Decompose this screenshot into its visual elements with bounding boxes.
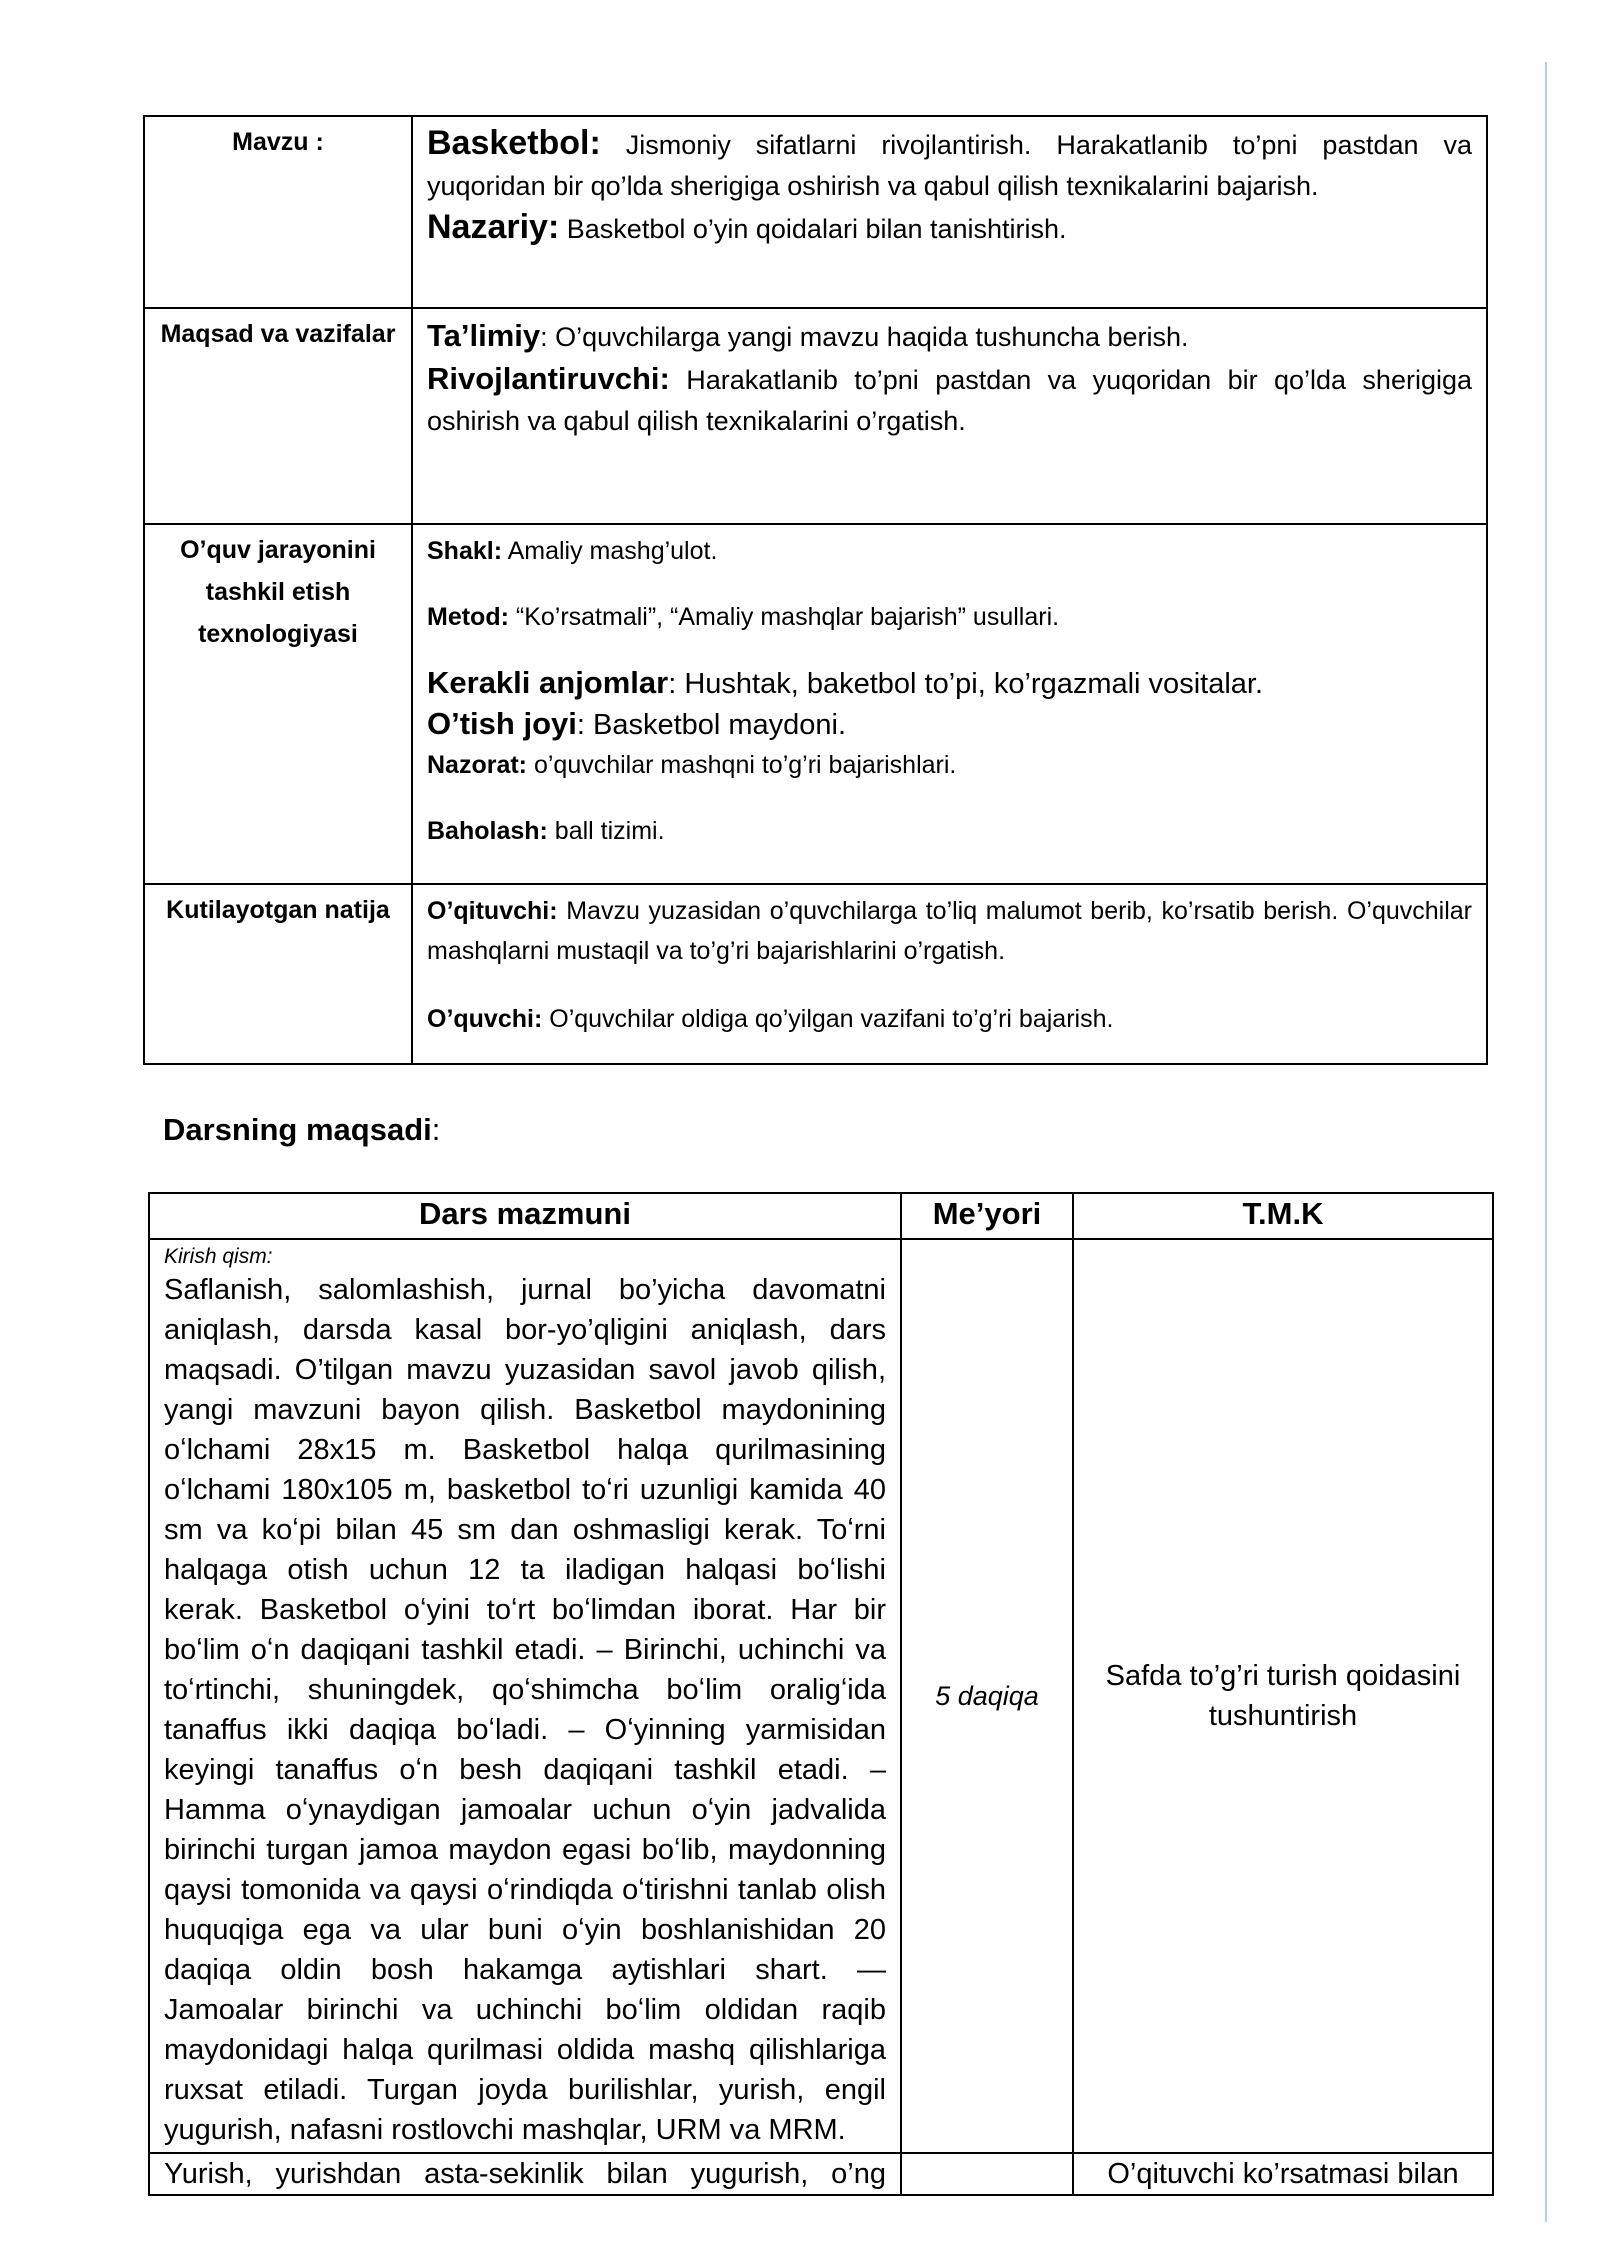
walk-content: Yurish, yurishdan asta-sekinlik bilan yugurish, o’ng: [149, 2153, 901, 2195]
topic-head: Basketbol:: [427, 124, 601, 162]
method-text: “Ko’rsatmali”, “Amaliy mashqlar bajarish” usullari.: [508, 603, 1060, 631]
control-head: Nazorat:: [427, 751, 528, 779]
intro-content-cell: [149, 1239, 901, 2153]
equipment-head: Kerakli anjomlar: [427, 665, 669, 700]
table-row: [144, 116, 1487, 308]
row-label-goals: Maqsad va vazifalar: [144, 308, 412, 524]
venue-head: O’tish joyi: [427, 706, 577, 741]
student-text: O’quvchilar oldiga qo’yilgan vazifani to’g’ri bajarish.: [542, 1005, 1114, 1033]
teacher-line: [427, 891, 1472, 971]
topic-text: Jismoniy sifatlarni rivojlantirish. Harakatlanib to’pni pastdan va yuqoridan bir qo’lda sherigiga oshirish va qabul qilish texnikalarini bajarish.: [427, 130, 1472, 201]
table-row: [144, 308, 1487, 524]
header-content: Dars mazmuni: [149, 1193, 901, 1239]
row-label-technology: O’quv jarayonini tashkil etish texnologiyasi: [144, 524, 412, 884]
student-head: O’quvchi:: [427, 1005, 543, 1033]
theory-line: [427, 207, 1472, 250]
technology-cell: [412, 524, 1487, 884]
walk-tmk: O’qituvchi ko’rsatmasi bilan: [1073, 2153, 1493, 2195]
heading-text: Darsning maqsadi: [163, 1112, 432, 1147]
control-line: [427, 745, 1472, 785]
header-tmk: T.M.K: [1073, 1193, 1493, 1239]
equipment-line: [427, 663, 1472, 704]
developmental-text: Harakatlanib to’pni pastdan va yuqoridan bir qo’lda sherigiga oshirish va qabul qilish texnikalarini o’rgatish.: [427, 365, 1472, 436]
intro-content: Saflanish, salomlashish, jurnal bo’yicha davomatni aniqlash, darsda kasal bor-yo’qligini aniqlash, dars maqsadi. O’tilgan mavzu yuzasidan savol javob qilish, yangi mavzuni bayon qilish. Basketbol maydonining oʻlchami 28x15 m. Basketbol halqa qurilmasining oʻlchami 180x105 m, basketbol toʻri uzunligi kamida 40 sm va koʻpi bilan 45 sm dan oshmasligi kerak. Toʻrni halqaga otish uchun 12 ta iladigan halqasi boʻlishi kerak. Basketbol oʻyini toʻrt boʻlimdan iborat. Har bir boʻlim oʻn daqiqani tashkil etadi. – Birinchi, uchinchi va toʻrtinchi, shuningdek, qoʻshimcha boʻlim oraligʻida tanaffus ikki daqiqa boʻladi. – Oʻyinning yarmisidan keyingi tanaffus oʻn besh daqiqani tashkil etadi. – Hamma oʻynaydigan jamoalar uchun oʻyin jadvalida birinchi turgan jamoa maydon egasi boʻlib, maydonning qaysi tomonida va qaysi oʻrindiqda oʻtirishni tanlab olish huquqiga ega va ular buni oʻyin boshlanishidan 20 daqiqa oldin bosh hakamga aytishlari shart. — Jamoalar birinchi va uchinchi boʻlim oldidan raqib maydonidagi halqa qurilmasi oldida mashq qilishlariga ruxsat etiladi. Turgan joyda burilishlar, yurish, engil yugurish, nafasni rostlovchi mashqlar, URM va MRM.: [164, 1274, 886, 2146]
venue-text: : Basketbol maydoni.: [576, 709, 847, 741]
intro-norm: 5 daqiqa: [901, 1239, 1073, 2153]
heading-colon: :: [431, 1112, 441, 1147]
control-text: o’quvchilar mashqni to’g’ri bajarishlari.: [527, 751, 957, 779]
theory-text: Basketbol o’yin qoidalari bilan tanishtirish.: [559, 214, 1067, 244]
lesson-plan-table: [148, 1192, 1494, 2196]
table-row: [144, 884, 1487, 1064]
developmental-head: Rivojlantiruvchi:: [427, 361, 670, 396]
table-row: [149, 1239, 1493, 2153]
educational-text: : O’quvchilarga yangi mavzu haqida tushuncha berish.: [540, 322, 1189, 352]
teacher-text: Mavzu yuzasidan o’quvchilarga to’liq malumot berib, ko’rsatib berish. O’quvchilar mashqlarni mustaqil va to’g’ri bajarishlarini o’rgatish.: [427, 897, 1472, 965]
educational-head: Ta’limiy: [427, 318, 541, 353]
form-text: Amaliy mashg’ulot.: [502, 537, 718, 565]
form-line: [427, 531, 1472, 571]
grading-text: ball tizimi.: [547, 817, 665, 845]
student-line: [427, 999, 1472, 1039]
table-header-row: [149, 1193, 1493, 1239]
grading-head: Baholash:: [427, 817, 548, 845]
topic-cell: [412, 116, 1487, 308]
result-cell: [412, 884, 1487, 1064]
educational-line: [427, 315, 1472, 358]
developmental-line: [427, 358, 1472, 442]
lesson-info-table: [143, 115, 1488, 1065]
table-row: [144, 524, 1487, 884]
row-label-result: Kutilayotgan natija: [144, 884, 412, 1064]
teacher-head: O’qituvchi:: [427, 897, 558, 925]
equipment-text: : Hushtak, baketbol to’pi, ko’rgazmali vositalar.: [668, 668, 1264, 700]
row-label-topic: Mavzu :: [144, 116, 412, 308]
walk-norm: [901, 2153, 1073, 2195]
theory-head: Nazariy:: [427, 208, 560, 246]
method-head: Metod:: [427, 603, 509, 631]
form-head: Shakl:: [427, 537, 503, 565]
header-norm: Me’yori: [901, 1193, 1073, 1239]
table-row: [149, 2153, 1493, 2195]
intro-tmk: Safda to’g’ri turish qoidasini tushuntirish: [1073, 1239, 1493, 2153]
section-heading: [163, 1112, 440, 1148]
page-margin-rule: [1545, 62, 1547, 2222]
method-line: [427, 597, 1472, 637]
topic-line: [427, 123, 1472, 207]
grading-line: [427, 811, 1472, 851]
venue-line: [427, 704, 1472, 745]
intro-label: Kirish qism:: [164, 1245, 273, 1268]
goals-cell: [412, 308, 1487, 524]
